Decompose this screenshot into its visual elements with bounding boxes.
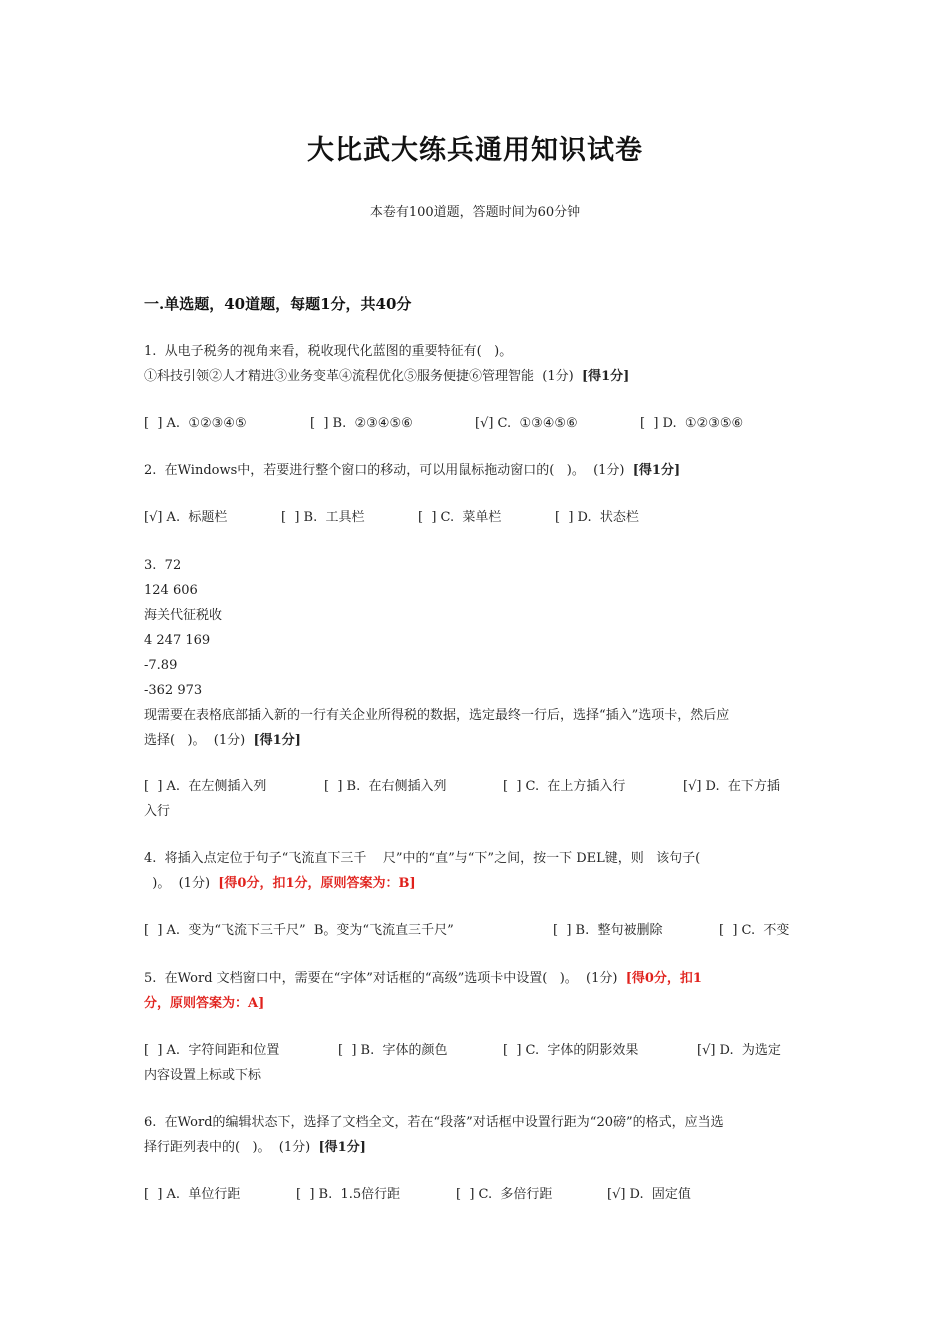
question-3-line-4: 4 247 169 — [144, 633, 211, 648]
question-2-option-b[interactable]: [ ] B. 工具栏 — [281, 510, 365, 525]
question-2-option-c[interactable]: [ ] C. 菜单栏 — [418, 510, 502, 525]
question-5-option-d-cont: 内容设置上标或下标 — [144, 1068, 262, 1083]
question-2-option-d[interactable]: [ ] D. 状态栏 — [555, 510, 639, 525]
question-4-text-cont: )。 (1分) [得0分，扣1分，原则答案为：B] — [144, 876, 416, 891]
question-4-option-c[interactable]: [ ] C. 不变 — [719, 923, 790, 938]
question-3-option-d[interactable]: [√] D. 在下方插 — [683, 779, 780, 794]
page-title: 大比武大练兵通用知识试卷 — [307, 135, 643, 166]
question-3-line-8: 选择( )。 (1分) [得1分] — [144, 733, 301, 748]
question-3-option-c[interactable]: [ ] C. 在上方插入行 — [503, 779, 626, 794]
question-1-option-a[interactable]: [ ] A. ①②③④⑤ — [144, 416, 247, 431]
question-1-score: [得1分] — [581, 369, 630, 384]
question-2-option-a[interactable]: [√] A. 标题栏 — [144, 510, 228, 525]
question-6-text-cont: 择行距列表中的( )。 (1分) [得1分] — [144, 1140, 366, 1155]
question-3-line-1: 3. 72 — [144, 558, 182, 573]
question-6-option-c[interactable]: [ ] C. 多倍行距 — [456, 1187, 553, 1202]
question-6-text: 6. 在Word的编辑状态下，选择了文档全文，若在“段落”对话框中设置行距为“20磅”的格式，应当选 — [144, 1115, 724, 1130]
question-5-option-d[interactable]: [√] D. 为选定 — [697, 1043, 781, 1058]
question-1-text-cont: ①科技引领②人才精进③业务变革④流程优化⑤服务便捷⑥管理智能 (1分) [得1分] — [144, 369, 630, 384]
question-5-score-cont: 分，原则答案为：A] — [144, 996, 265, 1011]
question-3-option-d-cont: 入行 — [144, 804, 171, 819]
question-6-option-d[interactable]: [√] D. 固定值 — [607, 1187, 691, 1202]
section-heading: 一.单选题，40道题，每题1分，共40分 — [144, 295, 412, 313]
question-1-option-b[interactable]: [ ] B. ②③④⑤⑥ — [310, 416, 413, 431]
question-6-option-a[interactable]: [ ] A. 单位行距 — [144, 1187, 241, 1202]
page-subtitle: 本卷有100道题，答题时间为60分钟 — [369, 205, 581, 220]
question-4-score: [得0分，扣1分，原则答案为：B] — [218, 876, 416, 891]
question-3-score: [得1分] — [253, 733, 301, 748]
question-4-option-b[interactable]: [ ] B. 整句被删除 — [553, 923, 663, 938]
question-2-text: 2. 在Windows中，若要进行整个窗口的移动，可以用鼠标拖动窗口的( )。 (1分) [得1分] — [144, 463, 681, 478]
question-6-score: [得1分] — [318, 1140, 366, 1155]
question-1-option-d[interactable]: [ ] D. ①②③⑤⑥ — [640, 416, 744, 431]
question-2-score: [得1分] — [632, 463, 681, 478]
question-3-line-5: -7.89 — [144, 658, 178, 673]
question-3-line-3: 海关代征税收 — [144, 608, 223, 623]
question-5-score: [得0分，扣1 — [625, 971, 702, 986]
question-3-line-6: -362 973 — [144, 683, 203, 698]
question-5-option-b[interactable]: [ ] B. 字体的颜色 — [338, 1043, 448, 1058]
question-4-text: 4. 将插入点定位于句子“飞流直下三千 尺”中的“直”与“下”之间，按一下 DEL键，则 该句子( — [144, 851, 701, 866]
question-5-text: 5. 在Word 文档窗口中，需要在“字体”对话框的“高级”选项卡中设置( )。 (1分) [得0分，扣1 — [144, 971, 702, 986]
question-5-option-a[interactable]: [ ] A. 字符间距和位置 — [144, 1043, 280, 1058]
question-4-option-a[interactable]: [ ] A. 变为“飞流下三千尺” B。变为“飞流直三千尺” — [144, 923, 454, 938]
question-3-option-b[interactable]: [ ] B. 在右侧插入列 — [324, 779, 447, 794]
question-1-option-c[interactable]: [√] C. ①③④⑤⑥ — [475, 416, 578, 431]
question-3-option-a[interactable]: [ ] A. 在左侧插入列 — [144, 779, 267, 794]
question-1-text: 1. 从电子税务的视角来看，税收现代化蓝图的重要特征有( )。 — [144, 344, 513, 359]
question-3-line-2: 124 606 — [144, 583, 198, 598]
question-6-option-b[interactable]: [ ] B. 1.5倍行距 — [296, 1187, 401, 1202]
question-3-line-7: 现需要在表格底部插入新的一行有关企业所得税的数据，选定最终一行后，选择“插入”选项卡，然后应 — [144, 708, 730, 723]
question-5-option-c[interactable]: [ ] C. 字体的阴影效果 — [503, 1043, 639, 1058]
